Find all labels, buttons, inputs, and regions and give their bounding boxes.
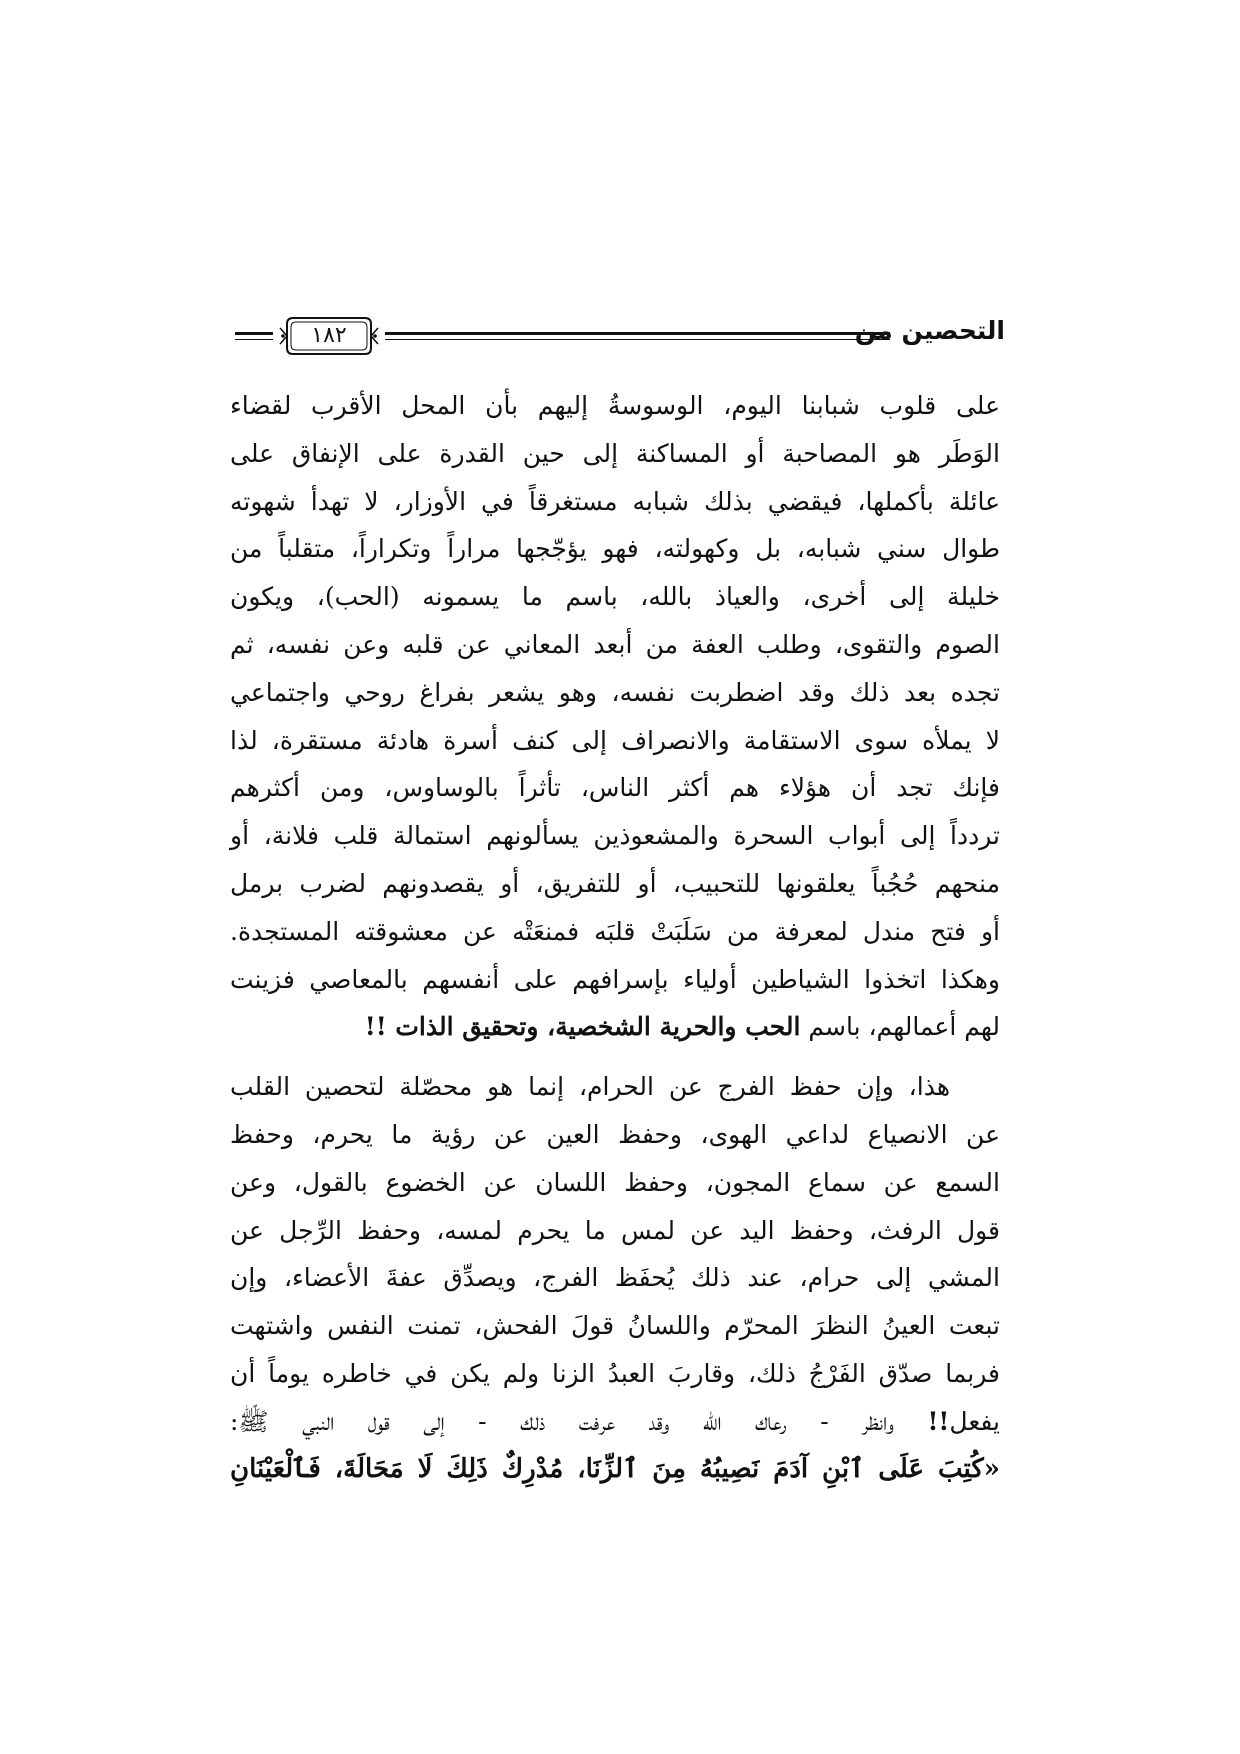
- exclamation-mark: !!: [927, 1406, 950, 1436]
- text-line: أو فتح مندل لمعرفة من سَلَبَتْ قلبَه فمنعَتْه عن معشوقته المستجدة.: [230, 916, 1000, 946]
- text-line: على قلوب شبابنا اليوم، الوسوسةُ إليهم بأن المحل الأقرب لقضاء: [230, 391, 1000, 420]
- text-line: وهكذا اتخذوا الشياطين أولياء بإسرافهم على أنفسهم بالمعاصي فزينت: [230, 964, 1000, 994]
- text-line: قول الرفث، وحفظ اليد عن لمس ما يحرم لمسه، وحفظ الرِّجل عن: [230, 1215, 1000, 1245]
- text-line: خليلة إلى أخرى، والعياذ بالله، باسم ما يسمونه (الحب)، ويكون: [230, 582, 1000, 612]
- text-run: لهم أعمالهم، باسم: [800, 1012, 1000, 1042]
- text-line: عائلة بأكملها، فيقضي بذلك شبابه مستغرقاً في الأوزار، لا تهدأ شهوته: [230, 486, 1000, 516]
- running-title: التحصين من: [854, 316, 1005, 345]
- text-line: فربما صدّق الفَرْجُ ذلك، وقاربَ العبدُ الزنا ولم يكن في خاطره يوماً أن: [230, 1358, 1000, 1388]
- text-run: يفعل: [949, 1406, 1000, 1436]
- text-run: وانظر - رعاك الله وقد عرفت ذلك - إلى قول النبي ﷺ:: [230, 1406, 928, 1436]
- text-line: الصوم والتقوى، وطلب العفة من أبعد المعاني عن قلبه وعن نفسه، ثم: [230, 629, 1000, 659]
- paragraph-1: [230, 382, 1000, 1051]
- header-rule-main: [385, 332, 890, 340]
- text-line: عن الانصياع لداعي الهوى، وحفظ العين عن رؤية ما يحرم، وحفظ: [230, 1119, 1000, 1149]
- text-line: فإنك تجد أن هؤلاء هم أكثر الناس، تأثراً بالوساوس، ومن أكثرهم: [230, 773, 1000, 803]
- emphasis-text: الحب والحرية الشخصية، وتحقيق الذات !!: [364, 1012, 801, 1042]
- text-line: تجده بعد ذلك وقد اضطربت نفسه، وهو يشعر بفراغ روحي واجتماعي: [230, 677, 1000, 707]
- text-line: طوال سني شبابه، بل وكهولته، فهو يؤجّجها مراراً وتكراراً، متقلباً من: [230, 534, 1000, 564]
- page-body: [230, 382, 1000, 1493]
- page-number-badge: [279, 314, 379, 358]
- text-line: تبعت العينُ النظرَ المحرّم واللسانُ قولَ الفحش، تمنت النفس واشتهت: [230, 1311, 1000, 1341]
- paragraph-2: [230, 1063, 1000, 1493]
- text-line: لا يملأه سوى الاستقامة والانصراف إلى كنف أسرة هادئة مستقرة، لذا: [230, 725, 1000, 755]
- text-line: المشي إلى حرام، عند ذلك يُحفَظ الفرج، ويصدِّق عفةَ الأعضاء، وإن: [230, 1263, 1000, 1293]
- text-line: [230, 1398, 1000, 1446]
- page-number: ١٨٢: [311, 323, 347, 348]
- hadith-quote-line: «كُتِبَ عَلَى ٱبْنِ آدَمَ نَصِيبُهُ مِنَ ٱلزِّنَا، مُدْرِكٌ ذَلِكَ لَا مَحَالَةَ، فَٱلْعَيْنَانِ: [230, 1453, 1000, 1484]
- text-line: هذا، وإن حفظ الفرج عن الحرام، إنما هو محصّلة لتحصين القلب: [230, 1072, 950, 1102]
- header-rule-left: [235, 332, 273, 340]
- text-line: الوَطَر هو المصاحبة أو المساكنة إلى حين القدرة على الإنفاق على: [230, 438, 1000, 468]
- text-line: السمع عن سماع المجون، وحفظ اللسان عن الخضوع بالقول، وعن: [230, 1167, 1000, 1197]
- text-line-last: [230, 1003, 1000, 1051]
- text-line: تردداً إلى أبواب السحرة والمشعوذين يسألونهم استمالة قلب فلانة، أو: [230, 821, 1000, 851]
- text-line: منحهم حُجُباً يعلقونها للتحبيب، أو للتفريق، أو يقصدونهم لضرب برمل: [230, 868, 1000, 898]
- page-header: [235, 310, 1005, 362]
